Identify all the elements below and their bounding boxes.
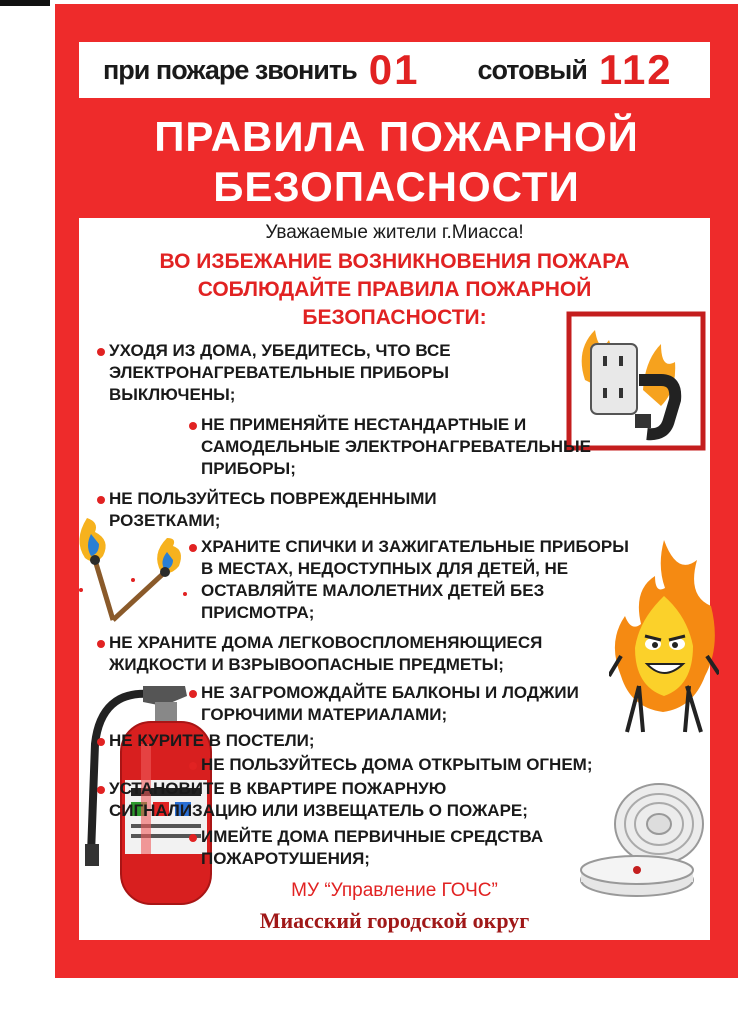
rule-line <box>97 488 437 510</box>
rule-line <box>189 848 543 870</box>
rule-line <box>189 536 629 558</box>
rule-item <box>189 754 593 776</box>
rule-item <box>189 682 579 726</box>
bullet-icon <box>189 422 197 430</box>
rule-item <box>189 826 543 870</box>
bullet-icon <box>189 762 197 770</box>
bullet-icon <box>97 496 105 504</box>
scan-corner-mark <box>0 0 50 6</box>
rule-text: НЕ ХРАНИТЕ ДОМА ЛЕГКОВОСПЛОМЕНЯЮЩИЕСЯ <box>109 633 543 652</box>
rule-text: ОСТАВЛЯЙТЕ МАЛОЛЕТНИХ ДЕТЕЙ БЕЗ <box>201 581 545 600</box>
rule-item <box>97 340 451 406</box>
rule-text: ПРИБОРЫ; <box>201 459 296 478</box>
rule-text: НЕ ПОЛЬЗУЙТЕСЬ ДОМА ОТКРЫТЫМ ОГНЕМ; <box>201 755 593 774</box>
rule-line <box>97 510 437 532</box>
rule-item <box>97 778 528 822</box>
warning-line-2: СОБЛЮДАЙТЕ ПРАВИЛА ПОЖАРНОЙ <box>197 278 592 301</box>
rule-text: НЕ ПРИМЕНЯЙТЕ НЕСТАНДАРТНЫЕ И <box>201 415 527 434</box>
rules-panel <box>79 218 710 940</box>
rule-item <box>189 414 591 480</box>
rule-line <box>97 362 451 384</box>
fire-safety-poster <box>55 4 738 978</box>
call-number: 01 <box>368 46 420 93</box>
rule-item <box>189 536 629 624</box>
rule-text: РОЗЕТКАМИ; <box>109 511 221 530</box>
rule-line <box>189 458 591 480</box>
rule-line <box>97 632 542 654</box>
rule-line <box>97 730 315 752</box>
rule-line <box>97 800 528 822</box>
rule-text: СИГНАЛИЗАЦИЮ ИЛИ ИЗВЕЩАТЕЛЬ О ПОЖАРЕ; <box>109 801 528 820</box>
rule-text: ПРИСМОТРА; <box>201 603 315 622</box>
mobile-number: 112 <box>598 46 673 93</box>
rule-text: САМОДЕЛЬНЫЕ ЭЛЕКТРОНАГРЕВАТЕЛЬНЫЕ <box>201 437 591 456</box>
rule-line <box>189 414 591 436</box>
rule-line <box>189 754 593 776</box>
call-label: при пожаре звонить <box>103 54 357 85</box>
rule-text: НЕ ПОЛЬЗУЙТЕСЬ ПОВРЕЖДЕННЫМИ <box>109 489 437 508</box>
bullet-icon <box>97 786 105 794</box>
rule-line <box>189 436 591 458</box>
rule-item <box>97 632 542 676</box>
rule-line <box>97 778 528 800</box>
rule-item <box>97 488 437 532</box>
title-line-1: ПРАВИЛА ПОЖАРНОЙ <box>154 113 639 160</box>
rule-text: ВЫКЛЮЧЕНЫ; <box>109 385 236 404</box>
mobile-label: сотовый <box>477 54 587 85</box>
rule-line <box>189 826 543 848</box>
bullet-icon <box>189 544 197 552</box>
bullet-icon <box>189 690 197 698</box>
greeting: Уважаемые жители г.Миасса! <box>265 222 524 243</box>
footer-organization: МУ “Управление ГОЧС” <box>291 880 498 901</box>
rule-line <box>97 340 451 362</box>
rule-item <box>97 730 315 752</box>
bullet-icon <box>97 738 105 746</box>
rule-line <box>189 704 579 726</box>
rule-line <box>189 580 629 602</box>
rule-text: ГОРЮЧИМИ МАТЕРИАЛАМИ; <box>201 705 448 724</box>
rule-text: ИМЕЙТЕ ДОМА ПЕРВИЧНЫЕ СРЕДСТВА <box>201 827 544 846</box>
rule-line <box>189 558 629 580</box>
emergency-numbers-band <box>79 42 710 98</box>
rule-line <box>97 654 542 676</box>
rule-text: УХОДЯ ИЗ ДОМА, УБЕДИТЕСЬ, ЧТО ВСЕ <box>109 341 451 360</box>
rule-text: НЕ КУРИТЕ В ПОСТЕЛИ; <box>109 731 315 750</box>
bullet-icon <box>189 834 197 842</box>
rule-text: ЖИДКОСТИ И ВЗРЫВООПАСНЫЕ ПРЕДМЕТЫ; <box>109 655 504 674</box>
rule-text: ЭЛЕКТРОНАГРЕВАТЕЛЬНЫЕ ПРИБОРЫ <box>109 363 450 382</box>
rule-text: ПОЖАРОТУШЕНИЯ; <box>201 849 370 868</box>
warning-line-3: БЕЗОПАСНОСТИ: <box>302 306 487 329</box>
bullet-icon <box>97 348 105 356</box>
rule-text: УСТАНОВИТЕ В КВАРТИРЕ ПОЖАРНУЮ <box>109 779 447 798</box>
warning-line-1: ВО ИЗБЕЖАНИЕ ВОЗНИКНОВЕНИЯ ПОЖАРА <box>159 250 630 273</box>
rule-line <box>97 384 451 406</box>
rule-text: ХРАНИТЕ СПИЧКИ И ЗАЖИГАТЕЛЬНЫЕ ПРИБОРЫ <box>201 537 629 556</box>
rule-line <box>189 602 629 624</box>
bullet-icon <box>97 640 105 648</box>
title-line-2: БЕЗОПАСНОСТИ <box>213 163 580 210</box>
rule-text: НЕ ЗАГРОМОЖДАЙТЕ БАЛКОНЫ И ЛОДЖИИ <box>201 683 579 702</box>
rule-text: В МЕСТАХ, НЕДОСТУПНЫХ ДЛЯ ДЕТЕЙ, НЕ <box>201 559 569 578</box>
rule-line <box>189 682 579 704</box>
poster-title <box>55 112 738 212</box>
footer-city: Миасский городской округ <box>259 908 530 933</box>
